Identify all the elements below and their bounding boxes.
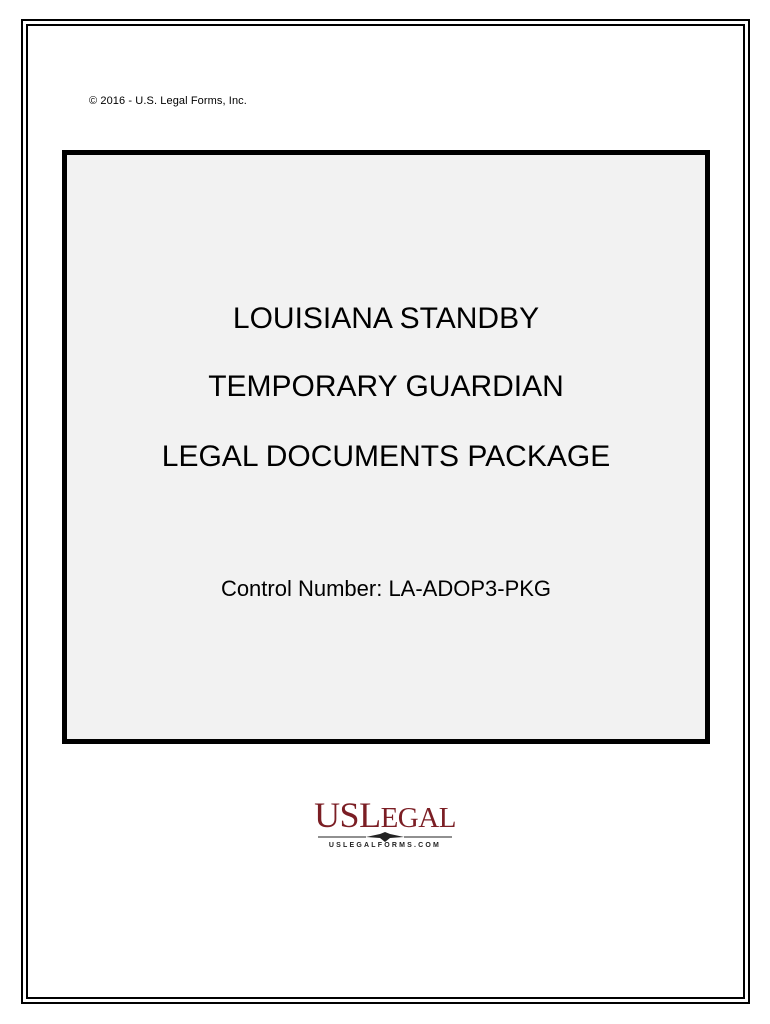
eagle-wings-icon [318, 832, 452, 842]
title-line-1: LOUISIANA STANDBY [232, 302, 540, 335]
control-number: Control Number: LA-ADOP3-PKG [220, 576, 552, 601]
logo-word-us: US [314, 795, 360, 835]
title-line-2: TEMPORARY GUARDIAN [208, 370, 564, 403]
title-line-3: LEGAL DOCUMENTS PACKAGE [161, 440, 611, 473]
logo-url: USLEGALFORMS.COM [328, 842, 442, 849]
uslegal-logo [285, 795, 485, 855]
copyright-notice: © 2016 - U.S. Legal Forms, Inc. [89, 95, 247, 107]
logo-word-l: L [359, 795, 381, 835]
logo-word-egal: EGAL [380, 802, 456, 834]
title-box [62, 150, 710, 744]
